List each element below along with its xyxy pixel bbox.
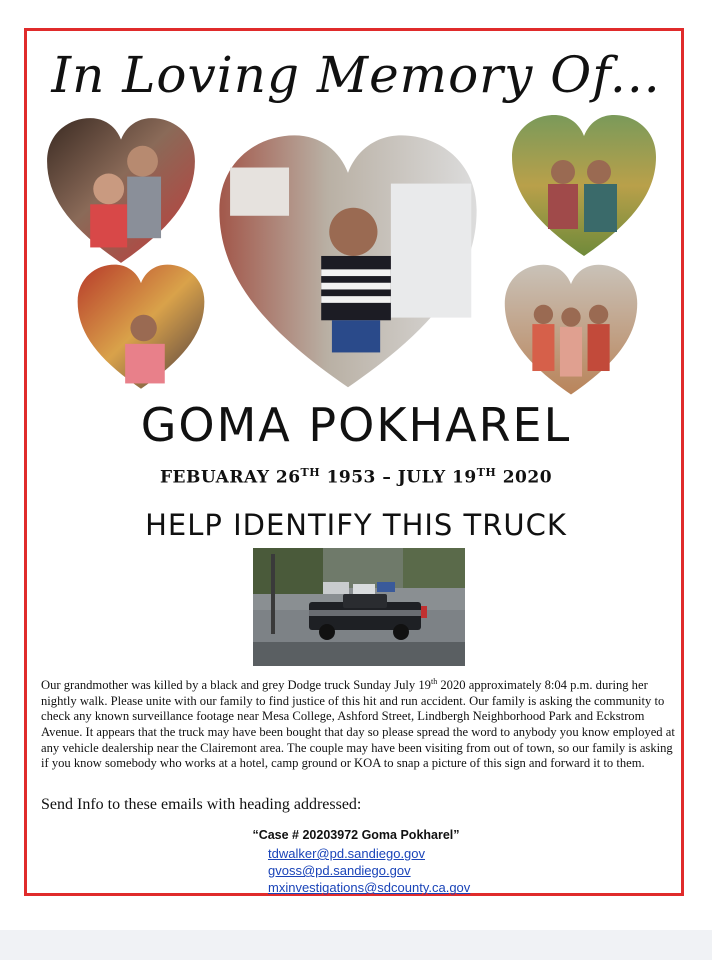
birth-year: 1953 [326,467,376,488]
truck-photo [253,548,465,666]
birth-date: FEBUARAY 26 [159,467,301,488]
incident-description-part1: Our grandmother was killed by a black and grey Dodge truck Sunday July 19 [41,678,431,693]
photo-heart-top-left [44,112,198,272]
death-date-suffix: TH [476,466,497,479]
memorial-name: GOMA POKHAREL [140,398,572,452]
memorial-headline: In Loving Memory Of... [51,46,661,104]
email-link-mxinvestigations[interactable]: mxinvestigations@sdcounty.ca.gov [268,880,471,895]
photo-heart-bottom-right [478,262,664,400]
photo-heart-center [202,130,494,398]
date-separator: – [382,467,392,488]
death-year: 2020 [502,467,553,488]
death-date: JULY 19 [397,467,477,488]
incident-description [41,674,675,772]
case-heading: “Case # 20203972 Goma Pokharel” [252,828,460,842]
photo-heart-top-right [508,112,660,262]
email-list [268,845,470,896]
email-link-gvoss[interactable]: gvoss@pd.sandiego.gov [268,863,411,878]
help-identify-title: HELP IDENTIFY THIS TRUCK [145,508,567,542]
send-info-instruction: Send Info to these emails with heading addressed: [41,796,362,813]
email-link-tdwalker[interactable]: tdwalker@pd.sandiego.gov [268,846,426,861]
incident-date-suffix: th [430,677,438,686]
birth-date-suffix: TH [300,466,321,479]
life-dates [0,466,712,488]
bottom-strip [0,930,712,960]
incident-description-part2: 2020 approximately 8:04 p.m. during her nightly walk. Please unite with our family to find justice of this hit and run accident. Our family is asking the community to check any known surveillance footage near Mesa College, Ashford Street, Lindbergh Neighborhood Park and Eckstrom Avenue. It appears that the truck may have been bought that day so please spread the word to anybody you know employed at any vehicle dealership near the Clairemont area. The couple may have been visiting from out of town, so our family is asking if you know somebody who works at a hotel, camp ground or KOA to snap a picture of this sign and forward it to them. [41,678,675,771]
